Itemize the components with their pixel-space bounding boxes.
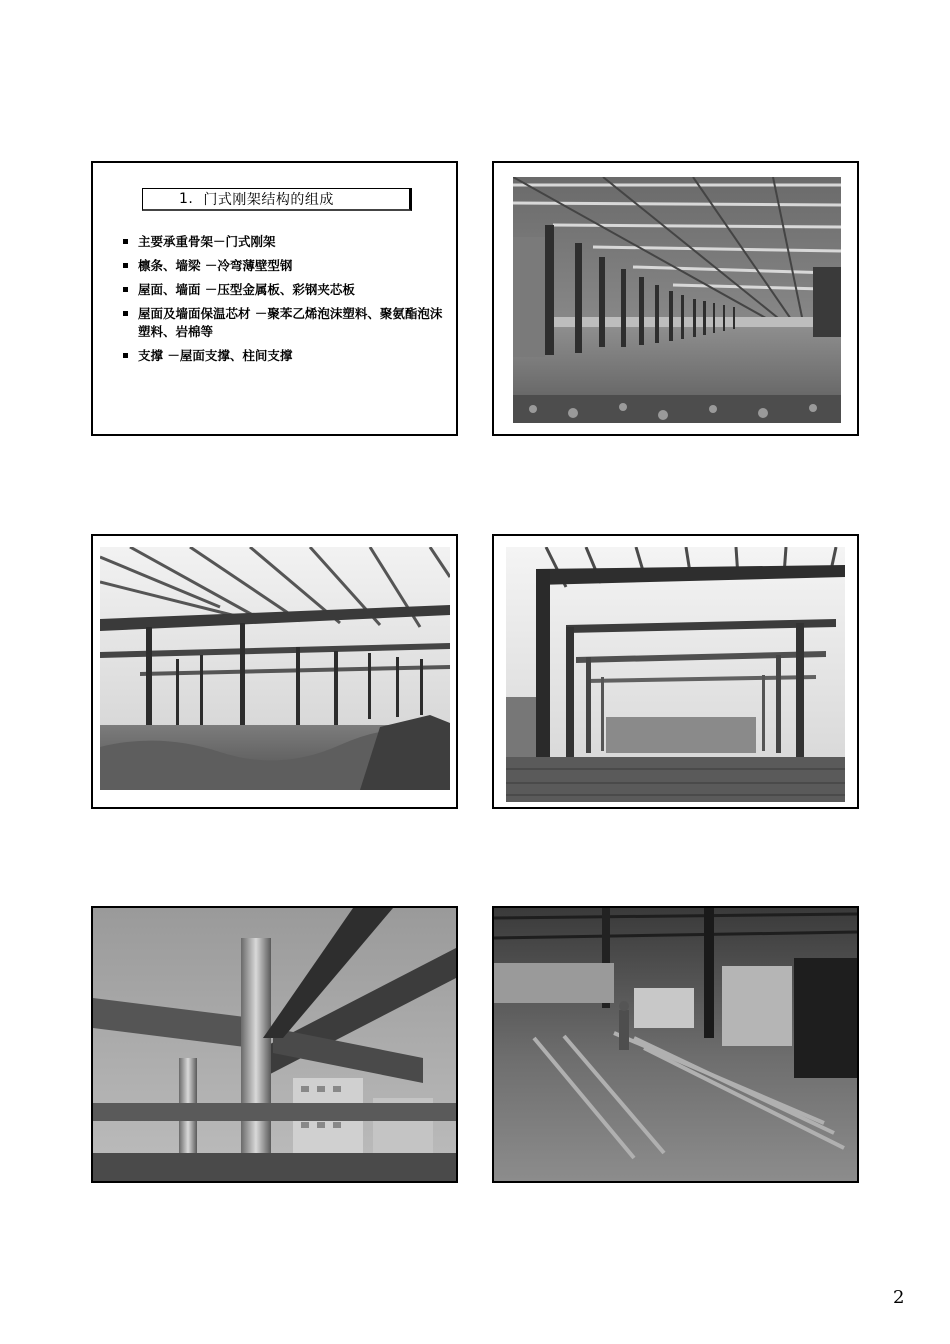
- slide-title-text: 门式刚架结构的组成: [203, 192, 334, 208]
- slide-4: [492, 534, 859, 809]
- bullet-square-icon: [123, 263, 128, 268]
- bullet-square-icon: [123, 353, 128, 358]
- bullet-item: 屋面及墙面保温芯材 －聚苯乙烯泡沫塑料、聚氨酯泡沫塑料、岩棉等: [123, 305, 453, 341]
- bullet-square-icon: [123, 239, 128, 244]
- warehouse-interior-photo: [513, 177, 841, 423]
- slide-5: [91, 906, 458, 1183]
- slide-6: [492, 906, 859, 1183]
- bullet-item: 主要承重骨架－门式刚架: [123, 233, 453, 251]
- steel-workshop-photo: [494, 908, 857, 1181]
- bullet-square-icon: [123, 311, 128, 316]
- slide-2: [492, 161, 859, 436]
- slide-1: [91, 161, 458, 436]
- bullet-square-icon: [123, 287, 128, 292]
- column-beam-connection-photo: [93, 908, 456, 1181]
- slide-3: [91, 534, 458, 809]
- slide-title-number: 1.: [179, 191, 194, 207]
- steel-frame-bays-photo: [506, 547, 845, 802]
- bullet-item: 屋面、墙面 －压型金属板、彩钢夹芯板: [123, 281, 453, 299]
- bullet-item: 支撑 －屋面支撑、柱间支撑: [123, 347, 453, 365]
- bullet-list: [123, 233, 453, 371]
- page-number: 2: [893, 1287, 905, 1308]
- steel-frame-construction-photo: [100, 547, 450, 790]
- bullet-item: 檩条、墙梁 －冷弯薄壁型钢: [123, 257, 453, 275]
- slide-title: [142, 188, 412, 211]
